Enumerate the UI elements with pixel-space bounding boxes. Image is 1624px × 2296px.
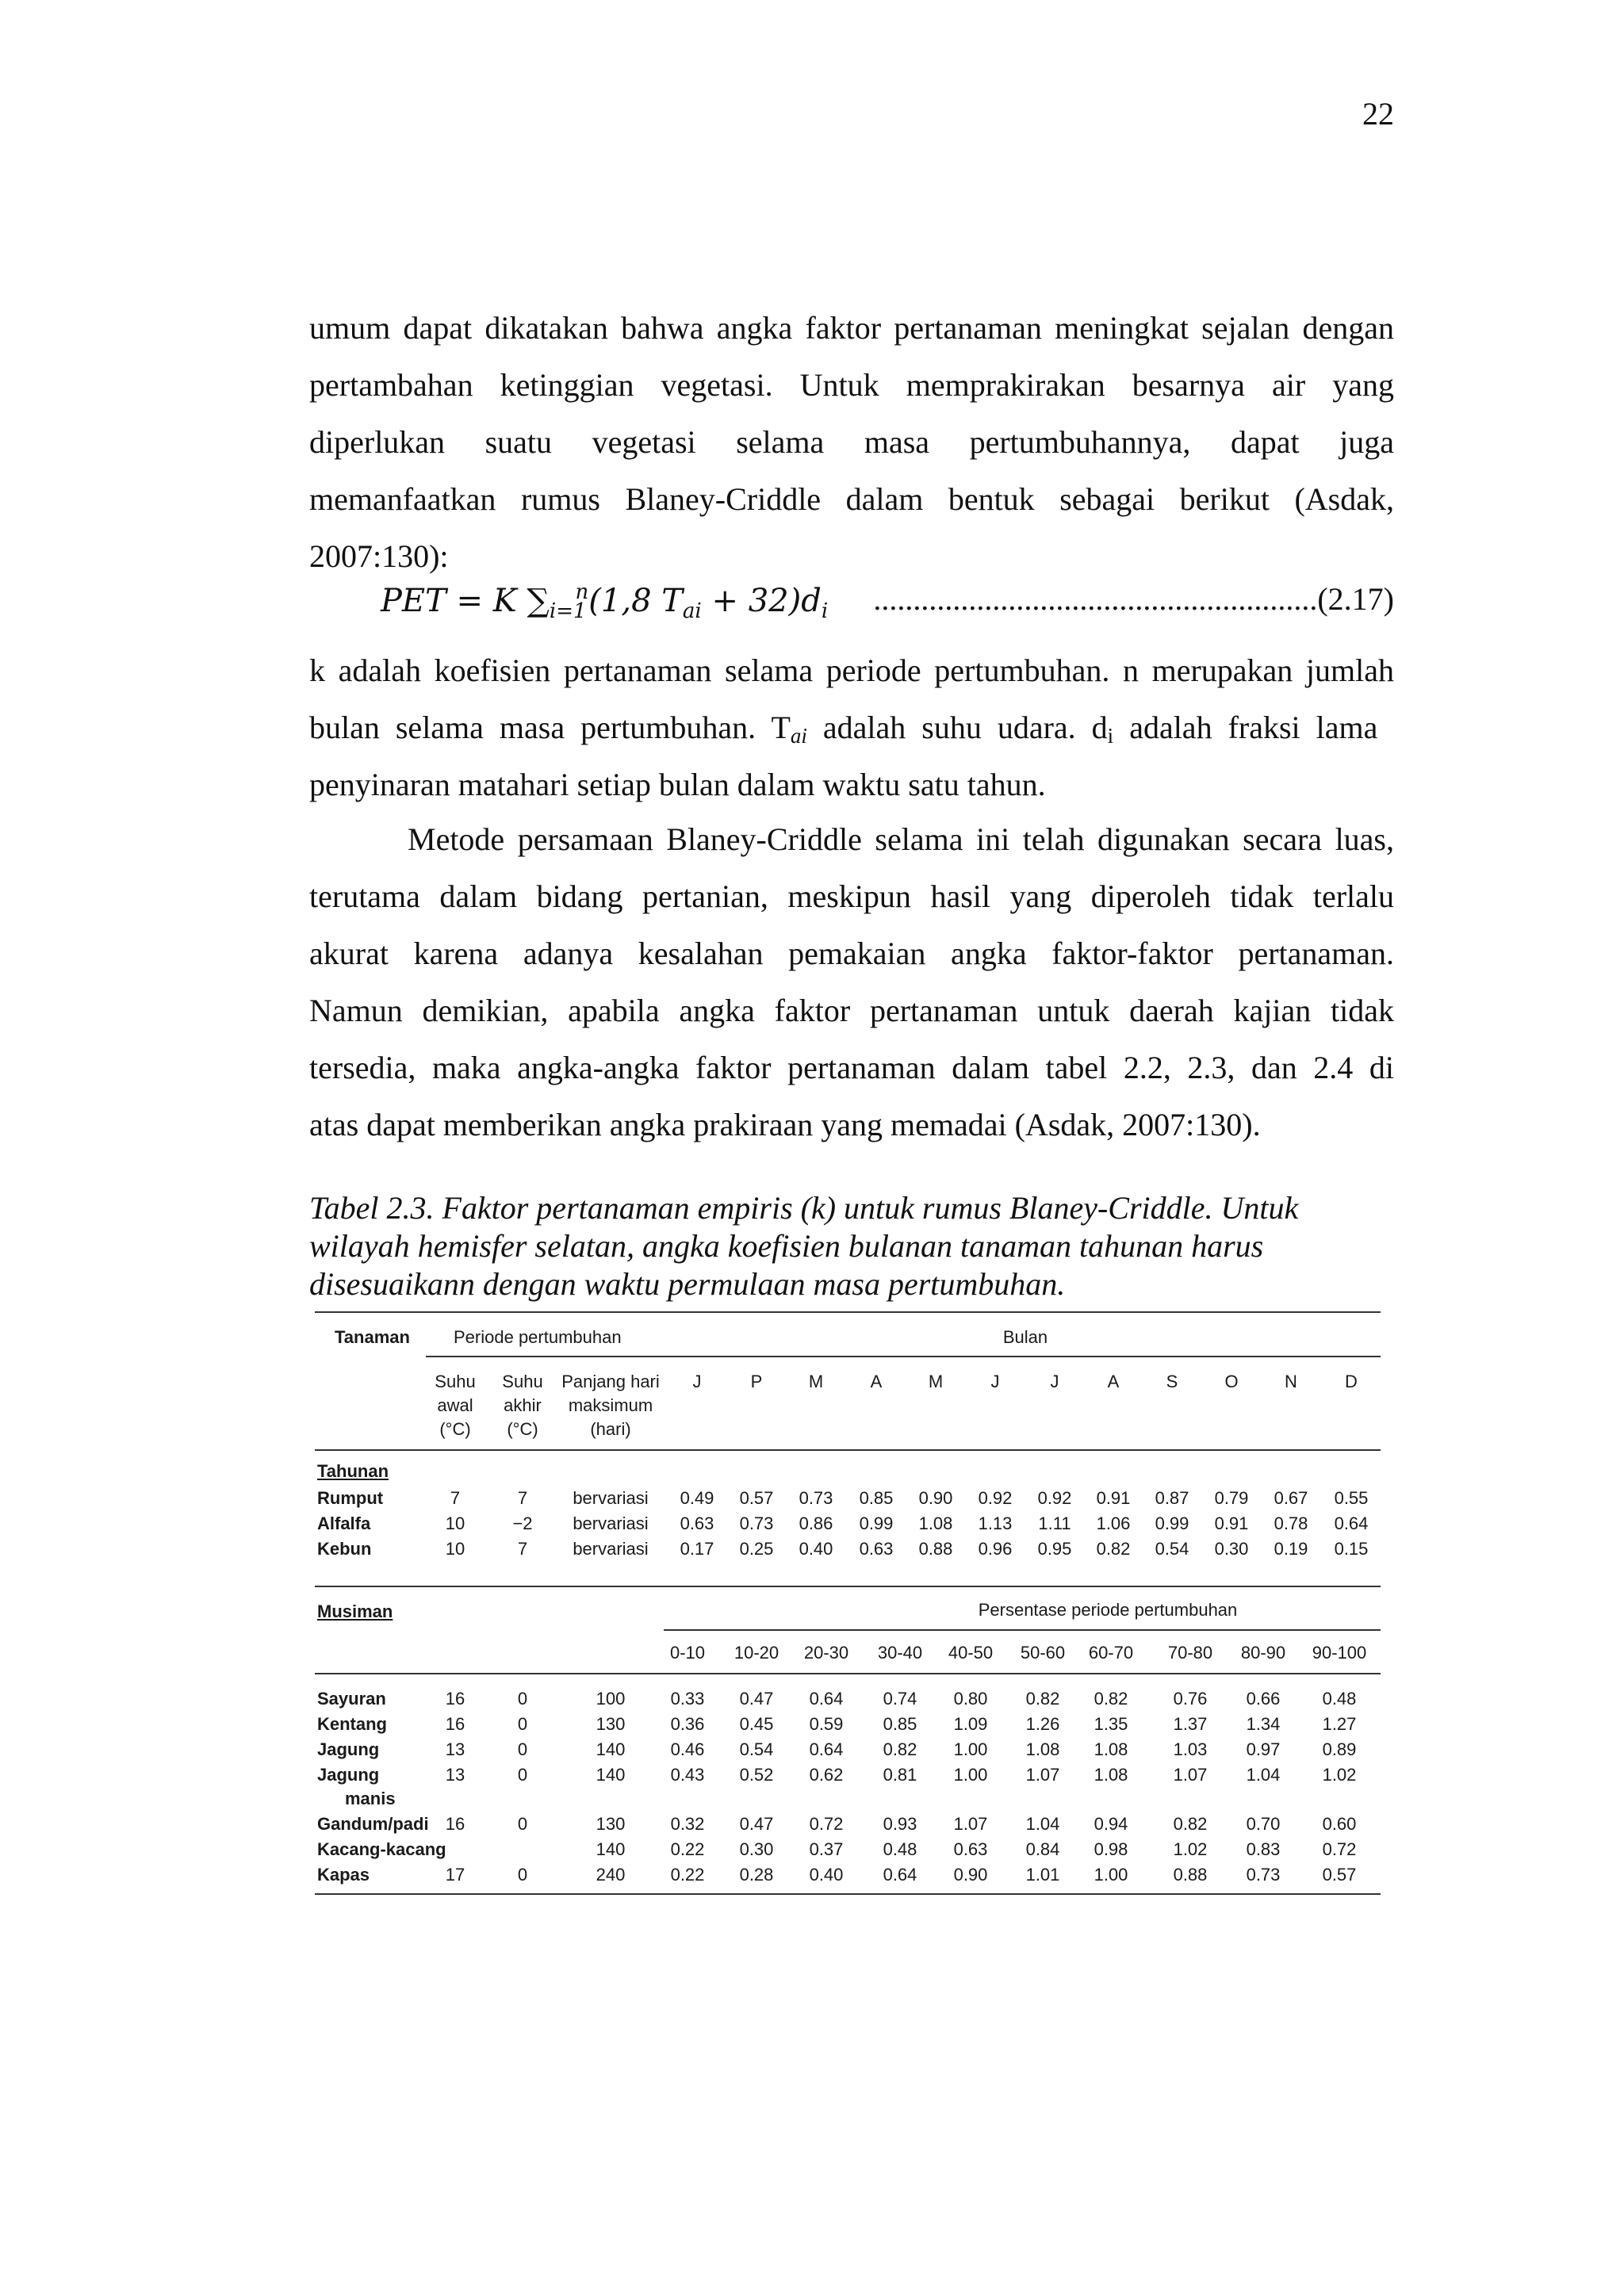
row-crop-name: Sayuran <box>317 1689 386 1709</box>
row-value: 0.92 <box>978 1488 1013 1508</box>
header-panjang-hari: (hari) <box>590 1419 631 1439</box>
row-value: 0.64 <box>1334 1513 1369 1533</box>
paragraph-line: atas dapat memberikan angka prakiraan yang memadai (Asdak, 2007:130). <box>309 1107 1261 1142</box>
header-suhu-awal: (°C) <box>439 1419 471 1439</box>
row-value: 0.78 <box>1274 1513 1308 1533</box>
row-value: 1.34 <box>1246 1714 1281 1734</box>
formula-d-sub: i <box>821 599 829 623</box>
formula-lhs: PET = K ∑ <box>381 583 550 619</box>
row-suhu-awal: 16 <box>445 1814 465 1834</box>
row-crop-name: Alfalfa <box>317 1513 371 1533</box>
row-value: 1.11 <box>1038 1513 1071 1533</box>
row-value: 0.91 <box>1214 1513 1249 1533</box>
row-value: 0.83 <box>1246 1839 1281 1859</box>
header-period: 70-80 <box>1167 1643 1213 1663</box>
paragraph-line: tersedia, maka angka-angka faktor pertanaman dalam tabel 2.2, 2.3, dan 2.4 di <box>309 1050 1394 1085</box>
paragraph-line-start: bulan selama masa pertumbuhan. T <box>309 710 791 745</box>
header-period: 80-90 <box>1240 1643 1286 1663</box>
table-rule <box>426 1356 1381 1357</box>
row-value: 0.76 <box>1173 1689 1208 1709</box>
header-month: O <box>1224 1372 1239 1391</box>
row-value: 0.49 <box>680 1488 714 1508</box>
row-value: 0.19 <box>1274 1539 1308 1559</box>
row-panjang-hari: 140 <box>596 1739 626 1759</box>
row-value: 0.81 <box>883 1765 917 1785</box>
row-value: 1.06 <box>1096 1513 1131 1533</box>
row-value: 0.73 <box>1246 1865 1281 1885</box>
paragraph-line: Namun demikian, apabila angka faktor pertanaman untuk daerah kajian tidak <box>309 993 1394 1028</box>
row-value: 0.40 <box>809 1865 844 1885</box>
row-crop-name: Kacang-kacang <box>317 1839 446 1859</box>
paragraph-line: pertambahan ketinggian vegetasi. Untuk memprakirakan besarnya air yang <box>309 367 1394 403</box>
formula-equation <box>381 580 828 623</box>
row-value: 0.70 <box>1246 1814 1281 1834</box>
crop-factor-table <box>315 1308 1381 1896</box>
row-value: 0.85 <box>883 1714 917 1734</box>
header-month: M <box>928 1372 944 1391</box>
row-suhu-awal: 7 <box>450 1488 461 1508</box>
row-value: 1.02 <box>1173 1839 1208 1859</box>
header-month: J <box>990 1372 1000 1391</box>
header-month: M <box>808 1372 824 1391</box>
paragraph-line-mid: adalah suhu udara. d <box>806 710 1108 745</box>
row-value: 0.89 <box>1322 1739 1357 1759</box>
row-value: 0.43 <box>670 1765 705 1785</box>
header-period: 20-30 <box>803 1643 849 1663</box>
row-value: 0.97 <box>1246 1739 1281 1759</box>
section-tahunan: Tahunan <box>317 1461 389 1481</box>
row-suhu-akhir: 0 <box>517 1865 528 1885</box>
table-rule <box>315 1893 1381 1895</box>
paragraph-line: umum dapat dikatakan bahwa angka faktor pertanaman meningkat sejalan dengan <box>309 310 1394 346</box>
row-value: 0.60 <box>1322 1814 1357 1834</box>
header-suhu-awal: awal <box>437 1395 473 1415</box>
header-panjang-hari: maksimum <box>568 1395 653 1415</box>
row-crop-name: Jagung <box>317 1739 380 1759</box>
row-suhu-akhir: −2 <box>512 1513 533 1533</box>
row-crop-name: Gandum/padi <box>317 1814 429 1834</box>
header-month: N <box>1285 1372 1297 1391</box>
row-value: 0.98 <box>1094 1839 1128 1859</box>
header-suhu-akhir: Suhu <box>502 1372 543 1391</box>
row-value: 1.08 <box>1094 1739 1128 1759</box>
row-value: 1.07 <box>1173 1765 1208 1785</box>
row-value: 1.00 <box>953 1765 988 1785</box>
row-crop-name: Kebun <box>317 1539 372 1559</box>
row-suhu-akhir: 0 <box>517 1689 528 1709</box>
row-value: 0.17 <box>680 1539 714 1559</box>
row-value: 0.92 <box>1037 1488 1072 1508</box>
row-value: 1.13 <box>978 1513 1013 1533</box>
row-value: 0.64 <box>883 1865 917 1885</box>
row-value: 1.09 <box>953 1714 988 1734</box>
row-value: 0.82 <box>1094 1689 1128 1709</box>
row-value: 1.00 <box>953 1739 988 1759</box>
row-value: 0.66 <box>1246 1689 1281 1709</box>
row-value: 0.47 <box>739 1814 774 1834</box>
header-month: A <box>1107 1372 1120 1391</box>
row-value: 0.36 <box>670 1714 705 1734</box>
header-month: J <box>1050 1372 1059 1391</box>
row-value: 0.62 <box>809 1765 844 1785</box>
header-period: 50-60 <box>1020 1643 1066 1663</box>
row-value: 0.91 <box>1096 1488 1131 1508</box>
table-rule <box>315 1586 1381 1587</box>
row-value: 0.37 <box>809 1839 844 1859</box>
d-subscript: i <box>1107 724 1114 748</box>
t-subscript: ai <box>790 724 807 748</box>
caption-line: wilayah hemisfer selatan, angka koefisien bulanan tanaman tahunan harus <box>309 1228 1264 1264</box>
row-panjang-hari: bervariasi <box>573 1488 649 1508</box>
row-value: 0.47 <box>739 1689 774 1709</box>
header-period: 30-40 <box>877 1643 923 1663</box>
row-suhu-akhir: 0 <box>517 1765 528 1785</box>
row-value: 0.79 <box>1214 1488 1249 1508</box>
row-value: 0.30 <box>1214 1539 1249 1559</box>
row-value: 0.48 <box>883 1839 917 1859</box>
row-value: 0.63 <box>953 1839 988 1859</box>
header-month: P <box>750 1372 763 1391</box>
header-month: D <box>1345 1372 1358 1391</box>
row-value: 0.93 <box>883 1814 917 1834</box>
formula-body: (1,8 T <box>588 583 683 619</box>
row-value: 1.07 <box>1025 1765 1060 1785</box>
caption-line: Tabel 2.3. Faktor pertanaman empiris (k) untuk rumus Blaney-Criddle. Untuk <box>309 1190 1299 1226</box>
row-panjang-hari: 140 <box>596 1839 626 1859</box>
row-value: 0.28 <box>739 1865 774 1885</box>
row-value: 0.64 <box>809 1689 844 1709</box>
header-period: 40-50 <box>948 1643 994 1663</box>
paragraph-line: penyinaran matahari setiap bulan dalam waktu satu tahun. <box>309 767 1046 802</box>
paragraph-line: terutama dalam bidang pertanian, meskipun hasil yang diperoleh tidak terlalu <box>309 878 1394 914</box>
table-rule <box>315 1449 1381 1451</box>
row-value: 0.33 <box>670 1689 705 1709</box>
row-value: 1.27 <box>1322 1714 1357 1734</box>
row-value: 0.57 <box>739 1488 774 1508</box>
row-value: 0.82 <box>883 1739 917 1759</box>
header-persentase: Persentase periode pertumbuhan <box>978 1600 1238 1620</box>
paragraph-line: Metode persamaan Blaney-Criddle selama ini telah digunakan secara luas, <box>408 821 1394 857</box>
row-panjang-hari: 100 <box>596 1689 626 1709</box>
row-value: 0.63 <box>859 1539 894 1559</box>
row-suhu-akhir: 0 <box>517 1714 528 1734</box>
formula-sum-sup: n <box>575 580 589 604</box>
row-value: 0.90 <box>953 1865 988 1885</box>
row-value: 1.00 <box>1094 1865 1128 1885</box>
row-value: 0.90 <box>918 1488 953 1508</box>
header-tanaman: Tanaman <box>335 1327 410 1347</box>
row-crop-name: Rumput <box>317 1488 384 1508</box>
row-value: 0.80 <box>953 1689 988 1709</box>
row-value: 0.64 <box>809 1739 844 1759</box>
row-panjang-hari: bervariasi <box>573 1513 649 1533</box>
row-suhu-akhir: 0 <box>517 1739 528 1759</box>
paragraph-line <box>309 699 1394 756</box>
formula-body-2: + 32)d <box>701 583 822 619</box>
header-suhu-awal: Suhu <box>435 1372 476 1391</box>
row-value: 0.32 <box>670 1814 705 1834</box>
row-suhu-awal: 16 <box>445 1689 465 1709</box>
header-period: 10-20 <box>733 1643 779 1663</box>
row-suhu-akhir: 7 <box>517 1488 528 1508</box>
row-value: 0.99 <box>859 1513 894 1533</box>
section-musiman: Musiman <box>317 1601 393 1621</box>
row-value: 1.04 <box>1025 1814 1060 1834</box>
row-suhu-awal: 16 <box>445 1714 465 1734</box>
row-value: 0.74 <box>883 1689 917 1709</box>
row-value: 0.55 <box>1334 1488 1369 1508</box>
header-periode-pertumbuhan: Periode pertumbuhan <box>454 1327 622 1347</box>
row-value: 1.08 <box>918 1513 953 1533</box>
row-value: 0.94 <box>1094 1814 1128 1834</box>
row-value: 0.82 <box>1173 1814 1208 1834</box>
row-value: 0.73 <box>799 1488 833 1508</box>
row-value: 0.52 <box>739 1765 774 1785</box>
row-value: 0.99 <box>1155 1513 1189 1533</box>
row-value: 1.02 <box>1322 1765 1357 1785</box>
row-value: 0.84 <box>1025 1839 1060 1859</box>
formula-reference: ........................................................(2.17) <box>873 581 1394 617</box>
row-value: 0.54 <box>1155 1539 1189 1559</box>
row-value: 1.08 <box>1094 1765 1128 1785</box>
row-value: 0.15 <box>1334 1539 1369 1559</box>
row-panjang-hari: 130 <box>596 1814 626 1834</box>
row-value: 0.57 <box>1322 1865 1357 1885</box>
paragraph-line: 2007:130): <box>309 538 449 574</box>
row-value: 0.82 <box>1025 1689 1060 1709</box>
row-value: 0.72 <box>1322 1839 1357 1859</box>
row-value: 0.87 <box>1155 1488 1189 1508</box>
row-value: 0.95 <box>1037 1539 1072 1559</box>
header-month: J <box>692 1372 702 1391</box>
row-suhu-awal: 10 <box>445 1539 465 1559</box>
row-value: 0.67 <box>1274 1488 1308 1508</box>
row-suhu-akhir: 7 <box>517 1539 528 1559</box>
row-value: 1.07 <box>953 1814 988 1834</box>
paragraph-line: k adalah koefisien pertanaman selama periode pertumbuhan. n merupakan jumlah <box>309 652 1394 688</box>
row-crop-name-cont: manis <box>345 1789 396 1808</box>
row-value: 0.73 <box>739 1513 774 1533</box>
row-value: 1.35 <box>1094 1714 1128 1734</box>
row-value: 0.40 <box>799 1539 833 1559</box>
row-value: 1.04 <box>1246 1765 1281 1785</box>
header-suhu-akhir: akhir <box>504 1395 542 1415</box>
row-value: 0.88 <box>1173 1865 1208 1885</box>
header-bulan: Bulan <box>1002 1327 1048 1347</box>
row-value: 0.30 <box>739 1839 774 1859</box>
row-value: 0.63 <box>680 1513 714 1533</box>
row-value: 0.48 <box>1322 1689 1357 1709</box>
row-value: 0.82 <box>1096 1539 1131 1559</box>
table-caption <box>309 1189 1394 1303</box>
row-value: 0.54 <box>739 1739 774 1759</box>
row-value: 1.26 <box>1025 1714 1060 1734</box>
formula-t-sub: ai <box>682 599 702 623</box>
row-suhu-awal: 10 <box>445 1513 465 1533</box>
row-value: 1.01 <box>1025 1865 1060 1885</box>
row-value: 0.46 <box>670 1739 705 1759</box>
row-value: 1.37 <box>1173 1714 1208 1734</box>
row-value: 0.72 <box>809 1814 844 1834</box>
row-value: 0.96 <box>978 1539 1013 1559</box>
header-period: 60-70 <box>1088 1643 1134 1663</box>
row-value: 0.85 <box>859 1488 894 1508</box>
row-value: 0.22 <box>670 1865 705 1885</box>
table-rule <box>315 1673 1381 1674</box>
row-value: 0.59 <box>809 1714 844 1734</box>
paragraph-line: akurat karena adanya kesalahan pemakaian angka faktor-faktor pertanaman. <box>309 936 1394 971</box>
header-month: A <box>870 1372 883 1391</box>
header-period: 0-10 <box>669 1643 706 1663</box>
row-value: 1.03 <box>1173 1739 1208 1759</box>
formula-sum-sub: i=1 <box>549 599 587 623</box>
header-month: S <box>1166 1372 1178 1391</box>
row-value: 0.22 <box>670 1839 705 1859</box>
row-crop-name: Jagung <box>317 1765 380 1785</box>
header-panjang-hari: Panjang hari <box>561 1372 660 1391</box>
table-rule <box>664 1629 1381 1631</box>
row-crop-name: Kapas <box>317 1865 370 1885</box>
row-suhu-akhir: 0 <box>517 1814 528 1834</box>
row-crop-name: Kentang <box>317 1714 387 1734</box>
header-period: 90-100 <box>1312 1643 1367 1663</box>
row-value: 0.45 <box>739 1714 774 1734</box>
row-value: 1.08 <box>1025 1739 1060 1759</box>
row-suhu-awal: 13 <box>445 1765 465 1785</box>
paragraph-line: diperlukan suatu vegetasi selama masa pertumbuhannya, dapat juga <box>309 424 1394 460</box>
row-panjang-hari: 140 <box>596 1765 626 1785</box>
row-value: 0.25 <box>739 1539 774 1559</box>
row-value: 0.86 <box>799 1513 833 1533</box>
header-suhu-akhir: (°C) <box>507 1419 538 1439</box>
row-suhu-awal: 17 <box>445 1865 465 1885</box>
table-rule <box>315 1311 1381 1313</box>
row-panjang-hari: 130 <box>596 1714 626 1734</box>
row-panjang-hari: bervariasi <box>573 1539 649 1559</box>
row-panjang-hari: 240 <box>596 1865 626 1885</box>
caption-line: disesuaikann dengan waktu permulaan masa pertumbuhan. <box>309 1266 1066 1302</box>
row-value: 0.88 <box>918 1539 953 1559</box>
paragraph-line: memanfaatkan rumus Blaney-Criddle dalam bentuk sebagai berikut (Asdak, <box>309 481 1394 517</box>
paragraph-line-end: adalah fraksi lama <box>1113 710 1378 745</box>
page-number: 22 <box>1362 96 1394 132</box>
row-suhu-awal: 13 <box>445 1739 465 1759</box>
